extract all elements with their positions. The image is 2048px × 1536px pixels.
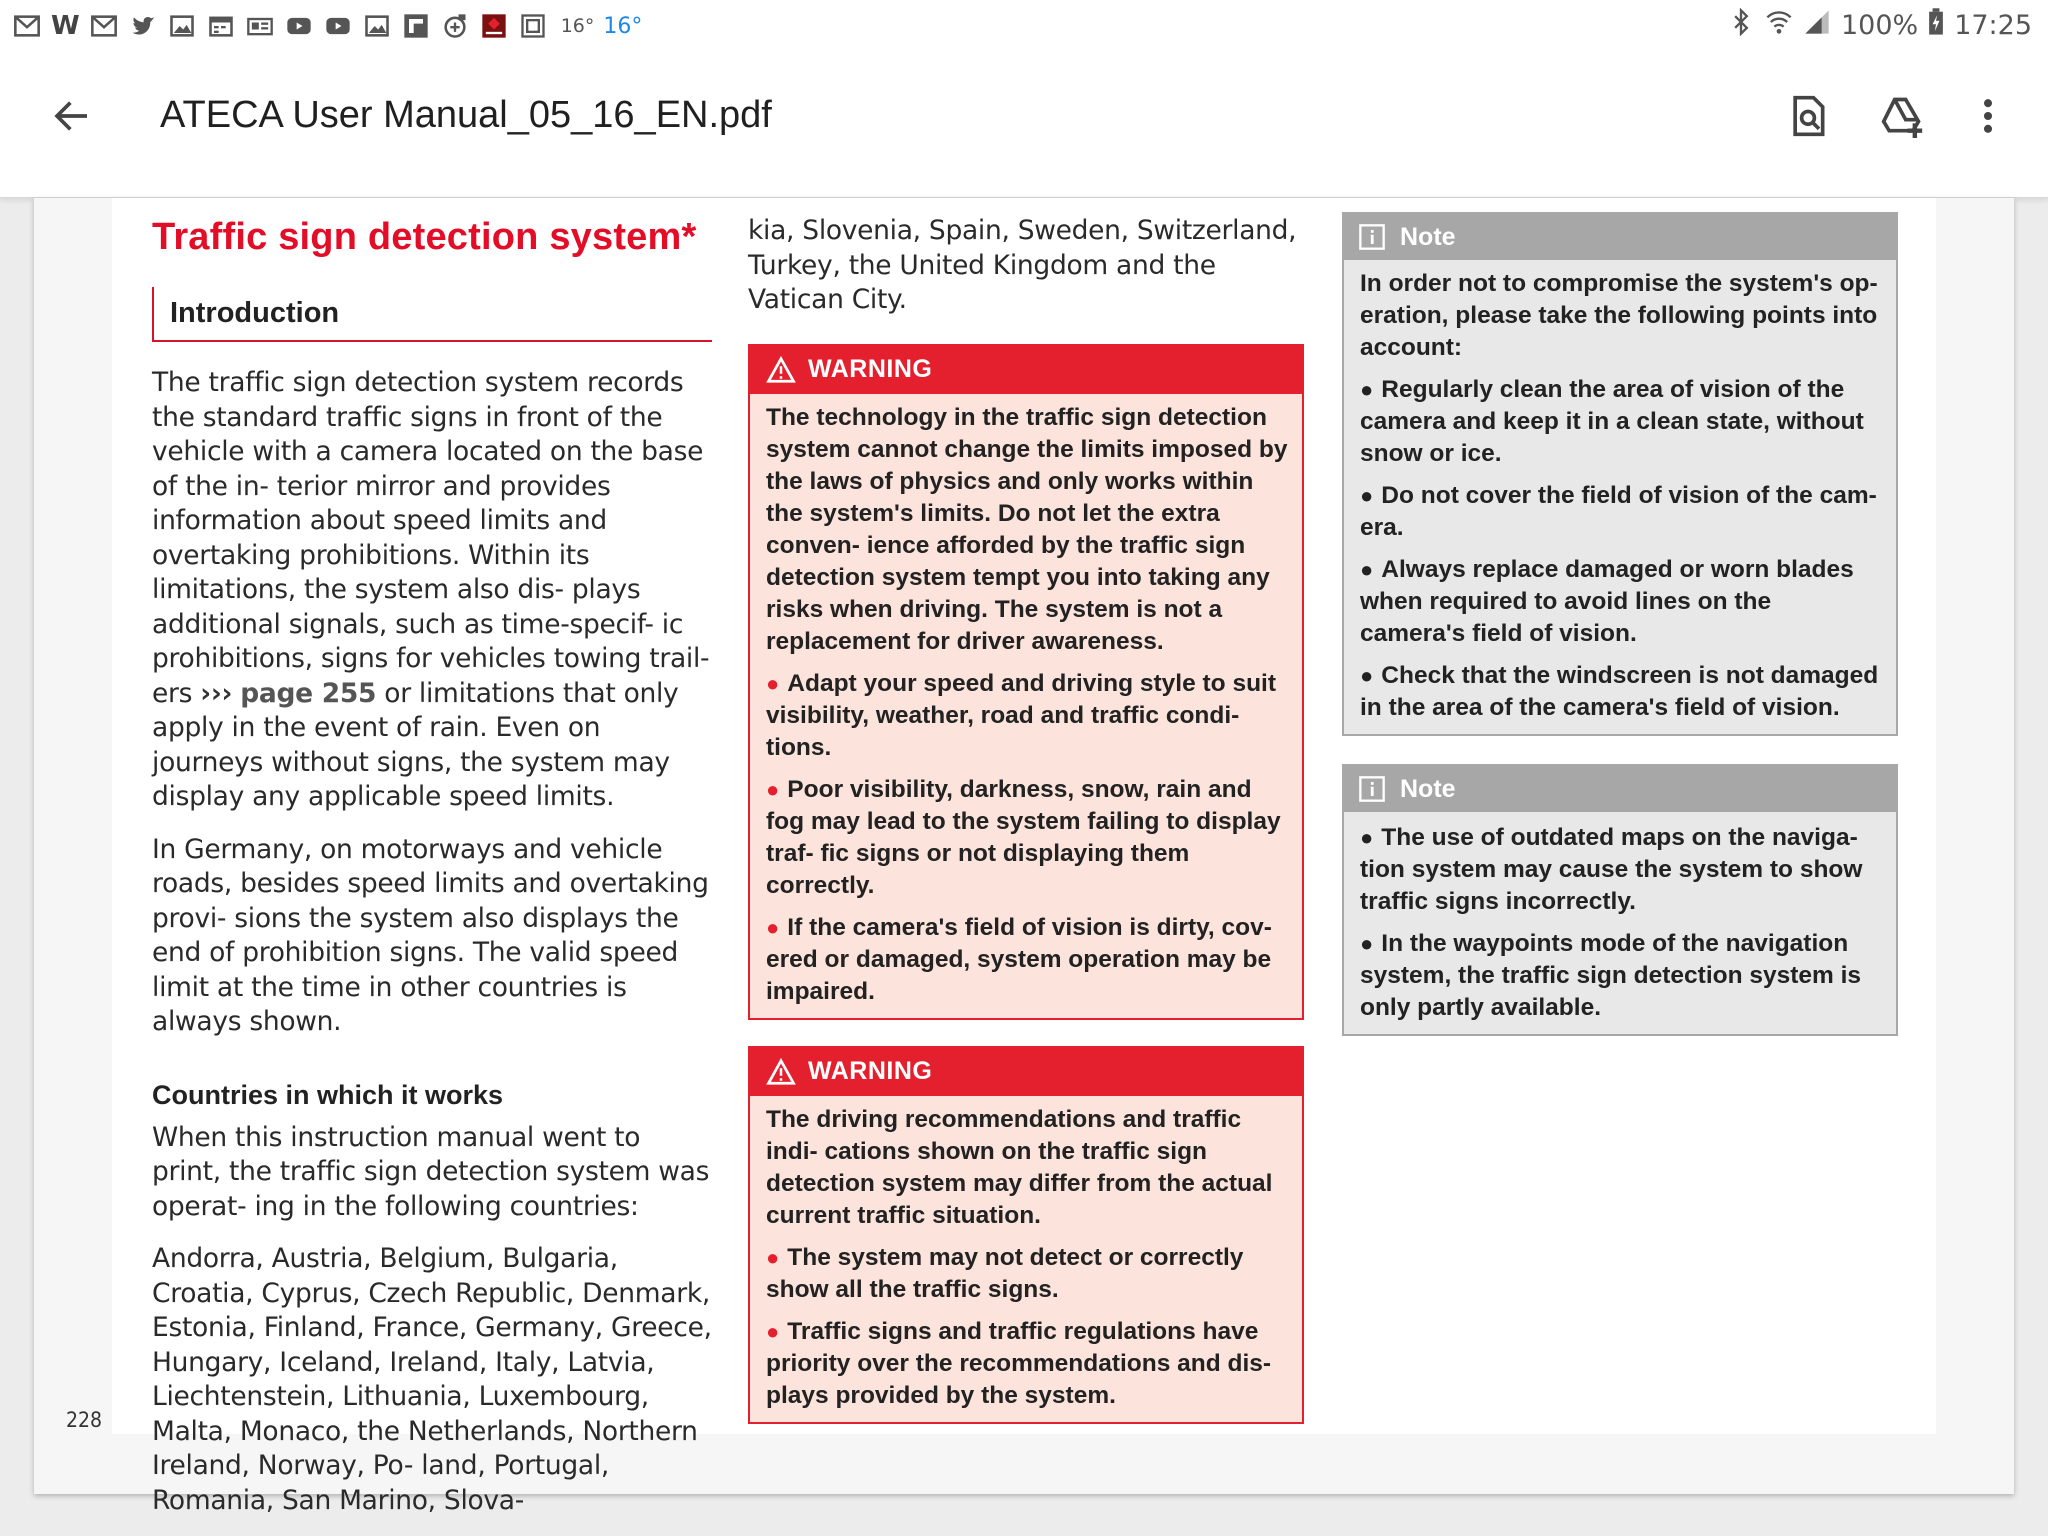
intro-paragraph-1 — [152, 366, 712, 815]
find-in-page-icon — [1786, 94, 1830, 138]
arrow-back-icon — [52, 96, 92, 136]
frame-icon — [518, 12, 548, 40]
intro-text-b: or limitations that only apply in the event of rain. Even on journeys without signs, the system may display any applicable speed limits. — [152, 677, 679, 812]
youtube-icon — [284, 12, 314, 40]
warning-text: The driving recommendations and traffic indi- cations shown on the traffic sign detection system may differ from the actual current traffic situation. — [766, 1105, 1273, 1229]
page-number: 228 — [66, 1408, 103, 1432]
cross-ref-arrows: ››› — [200, 677, 233, 709]
app-icon — [440, 12, 470, 40]
column-left — [152, 198, 712, 1518]
note-item: ● Check that the windscreen is not damaged in the area of the camera's field of vision. — [1360, 662, 1879, 721]
find-in-page-button[interactable] — [1778, 86, 1838, 146]
note-box-1 — [1342, 212, 1898, 736]
warning-box-1 — [748, 344, 1304, 1020]
image-icon — [167, 12, 197, 40]
battery-percent: 100% — [1840, 9, 1919, 41]
clock: 17:25 — [1954, 9, 2032, 41]
warning-item: ● If the camera's field of vision is dirty, cov- ered or damaged, system operation may be impaired. — [766, 913, 1272, 1005]
info-icon — [1358, 223, 1386, 251]
note-text: In order not to compromise the system's op- eration, please take the following points into account: — [1360, 270, 1878, 361]
warning-triangle-icon — [766, 356, 796, 384]
twitter-icon — [128, 12, 158, 40]
warning-header — [750, 1048, 1302, 1096]
gmail-icon — [89, 12, 119, 40]
youtube-icon — [323, 12, 353, 40]
more-options-button[interactable] — [1958, 86, 2018, 146]
back-button[interactable] — [44, 88, 100, 144]
countries-list: Andorra, Austria, Belgium, Bulgaria, Croatia, Cyprus, Czech Republic, Denmark, Estonia, Finland, France, Germany, Greece, Hungary, Iceland, Ireland, Italy, Latvia, Liechtenstein, Lithuania, Luxembourg, Malta, Monaco, the Netherlands, Northern Ireland, Norway, Po- land, Portugal, Romania, San Marino, Slova- — [152, 1243, 712, 1516]
warning-box-2 — [748, 1046, 1304, 1424]
warning-item: ● The system may not detect or correctly show all the traffic signs. — [766, 1243, 1244, 1303]
introduction-heading: Introduction — [152, 287, 712, 342]
pdf-viewer[interactable] — [0, 198, 2048, 1536]
notification-icons — [12, 10, 642, 42]
warning-label: WARNING — [808, 1057, 933, 1085]
w-letter-icon: W — [51, 11, 80, 41]
page-255-link[interactable]: page 255 — [240, 677, 377, 709]
gmail-icon — [12, 12, 42, 40]
countries-list-continued: kia, Slovenia, Spain, Sweden, Switzerland, Turkey, the United Kingdom and the Vatican City. — [748, 215, 1297, 315]
add-to-drive-icon — [1880, 94, 1924, 138]
more-options-icon — [1966, 94, 2010, 138]
battery-icon — [1928, 8, 1944, 43]
note-header — [1344, 766, 1896, 812]
calendar-icon — [206, 12, 236, 40]
note-item: ● Always replace damaged or worn blades when required to avoid lines on the camera's field of vision. — [1360, 556, 1854, 647]
note-item: ● Do not cover the field of vision of the cam- era. — [1360, 482, 1877, 541]
note-box-2 — [1342, 764, 1898, 1036]
status-bar — [0, 0, 2048, 52]
wifi-icon — [1765, 8, 1793, 43]
system-status — [1727, 8, 2032, 42]
column-middle — [748, 198, 1304, 1424]
note-item: ● Regularly clean the area of vision of the camera and keep it in a clean state, without snow or ice. — [1360, 376, 1864, 467]
bluetooth-icon — [1727, 8, 1755, 43]
app-bar — [0, 52, 2048, 198]
note-header — [1344, 214, 1896, 260]
note-label: Note — [1400, 222, 1456, 251]
warning-item: ● Poor visibility, darkness, snow, rain and fog may lead to the system failing to display traf- fic signs or not displaying them correctly. — [766, 775, 1281, 899]
document-title: ATECA User Manual_05_16_EN.pdf — [160, 94, 772, 136]
info-icon — [1358, 775, 1386, 803]
intro-paragraph-2: In Germany, on motorways and vehicle roads, besides speed limits and overtaking provi- sions the system also displays the end of prohibition signs. The valid speed limit at the time in other countries is always shown. — [152, 833, 709, 1037]
countries-heading: Countries in which it works — [152, 1079, 504, 1110]
temperature-small: 16° — [560, 15, 595, 37]
pdf-page[interactable] — [112, 198, 1936, 1516]
app-icon — [479, 12, 509, 40]
note-label: Note — [1400, 774, 1456, 803]
warning-item: ● Traffic signs and traffic regulations have priority over the recommendations and dis- plays provided by the system. — [766, 1317, 1272, 1409]
warning-text: The technology in the traffic sign detection system cannot change the limits imposed by the laws of physics and only works within the system's limits. Do not let the extra conven- ience afforded by the traffic sign detection system tempt you into taking any risks when driving. The system is not a replacement for driver awareness. — [766, 403, 1288, 655]
page-title: Traffic sign detection system* — [152, 216, 697, 258]
warning-triangle-icon — [766, 1058, 796, 1086]
note-item: ● The use of outdated maps on the naviga- tion system may cause the system to show traffic signs incorrectly. — [1360, 824, 1863, 915]
column-right — [1342, 198, 1898, 1036]
image-icon — [362, 12, 392, 40]
warning-item: ● Adapt your speed and driving style to suit visibility, weather, road and traffic condi- tions. — [766, 669, 1277, 761]
warning-label: WARNING — [808, 355, 933, 383]
flipboard-icon — [401, 12, 431, 40]
add-to-drive-button[interactable] — [1872, 86, 1932, 146]
news-icon — [245, 12, 275, 40]
temperature-weather: 16° — [603, 13, 643, 39]
intro-text-a: The traffic sign detection system records the standard traffic signs in front of the vehicle with a camera located on the base of the in- terior mirror and provides information about speed limits and overtaking prohibitions. Within its limitations, the system also dis- plays additional signals, such as time-specif- ic prohibitions, signs for vehicles towing trail- ers — [152, 367, 710, 709]
warning-header — [750, 346, 1302, 394]
countries-paragraph-1: When this instruction manual went to print, the traffic sign detection system was operat- ing in the following countries: — [152, 1121, 710, 1222]
signal-icon — [1803, 8, 1831, 43]
note-item: ● In the waypoints mode of the navigation system, the traffic sign detection system is only partly available. — [1360, 930, 1862, 1021]
